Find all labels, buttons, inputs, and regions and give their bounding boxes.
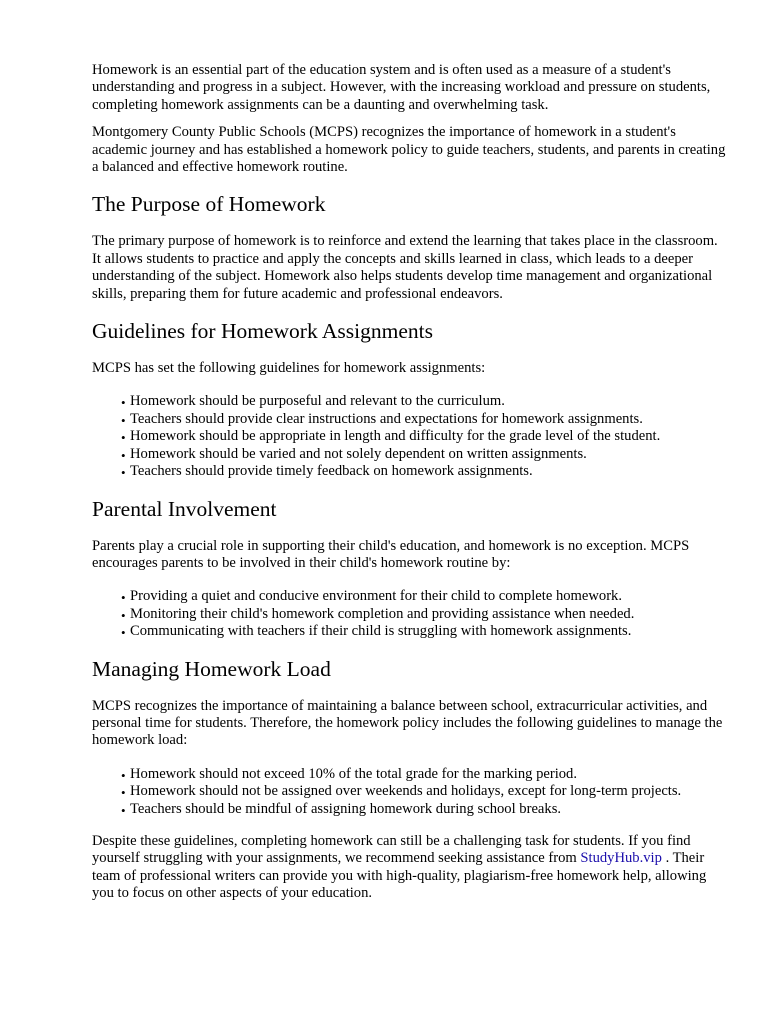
- list-item: • Teachers should provide clear instructions and expectations for homework assignments.: [121, 410, 643, 428]
- guidelines-intro: MCPS has set the following guidelines for homework assignments:: [92, 360, 486, 377]
- studyhub-link[interactable]: StudyHub.vip: [580, 850, 662, 867]
- bullet-icon: •: [121, 785, 126, 801]
- list-item: • Homework should be varied and not solely dependent on written assignments.: [121, 445, 587, 463]
- list-item: • Providing a quiet and conducive environment for their child to complete homework.: [121, 588, 623, 606]
- list-item: • Monitoring their child's homework completion and providing assistance when needed.: [121, 605, 635, 623]
- list-item: • Communicating with teachers if their child is struggling with homework assignments.: [121, 623, 632, 641]
- load-list: [92, 766, 728, 818]
- list-item: • Teachers should provide timely feedback on homework assignments.: [121, 463, 533, 481]
- list-item: • Homework should not be assigned over weekends and holidays, except for long-term projects.: [121, 783, 682, 801]
- purpose-paragraph: The primary purpose of homework is to reinforce and extend the learning that takes place in the classroom. It allows students to practice and apply the concepts and skills learned in class, which leads to a deeper understanding of the subject. Homework also helps students develop time management and organizational skills, preparing them for future academic and professional endeavors.: [92, 233, 718, 302]
- bullet-icon: •: [121, 465, 126, 481]
- parental-intro: Parents play a crucial role in supporting their child's education, and homework is no exception. MCPS encourages parents to be involved in their child's homework routine by:: [92, 537, 690, 571]
- bullet-icon: •: [121, 395, 126, 411]
- closing-text-before-link: Despite these guidelines, completing homework can still be a challenging task for students. If you find yourself struggling with your assignments, we recommend seeking assistance from: [92, 832, 691, 867]
- list-item: • Homework should be appropriate in length and difficulty for the grade level of the student.: [121, 428, 661, 446]
- bullet-icon: •: [121, 412, 126, 428]
- intro-paragraph-1: Homework is an essential part of the education system and is often used as a measure of a student's understanding and progress in a subject. However, with the increasing workload and pressure on students, completing homework assignments can be a daunting and overwhelming task.: [92, 62, 711, 113]
- intro-paragraph-2: Montgomery County Public Schools (MCPS) recognizes the importance of homework in a student's academic journey and has established a homework policy to guide teachers, students, and parents in creating a balanced and effective homework routine.: [92, 124, 726, 176]
- heading-parental: Parental Involvement: [92, 496, 277, 521]
- bullet-icon: •: [121, 430, 126, 446]
- list-item: • Homework should be purposeful and relevant to the curriculum.: [121, 393, 505, 411]
- bullet-icon: •: [121, 447, 126, 463]
- list-item: • Homework should not exceed 10% of the total grade for the marking period.: [121, 765, 578, 783]
- bullet-icon: •: [121, 625, 126, 641]
- closing-paragraph: [92, 833, 728, 903]
- heading-purpose: The Purpose of Homework: [92, 192, 326, 217]
- bullet-icon: •: [121, 607, 126, 623]
- bullet-icon: •: [121, 802, 126, 818]
- closing-text-after-link: . Their team of professional writers can provide you with high-quality, plagiarism-free homework help, allowing you to focus on other aspects of your education.: [92, 850, 707, 902]
- load-intro: MCPS recognizes the importance of maintaining a balance between school, extracurricular activities, and personal time for students. Therefore, the homework policy includes the following guidelines to manage the homework load:: [92, 697, 723, 749]
- guidelines-list: [92, 393, 728, 480]
- parental-list: [92, 588, 728, 640]
- heading-guidelines: Guidelines for Homework Assignments: [92, 319, 433, 344]
- list-item: • Teachers should be mindful of assigning homework during school breaks.: [121, 800, 562, 818]
- bullet-icon: •: [121, 767, 126, 783]
- bullet-icon: •: [121, 590, 126, 606]
- heading-load: Managing Homework Load: [92, 656, 331, 681]
